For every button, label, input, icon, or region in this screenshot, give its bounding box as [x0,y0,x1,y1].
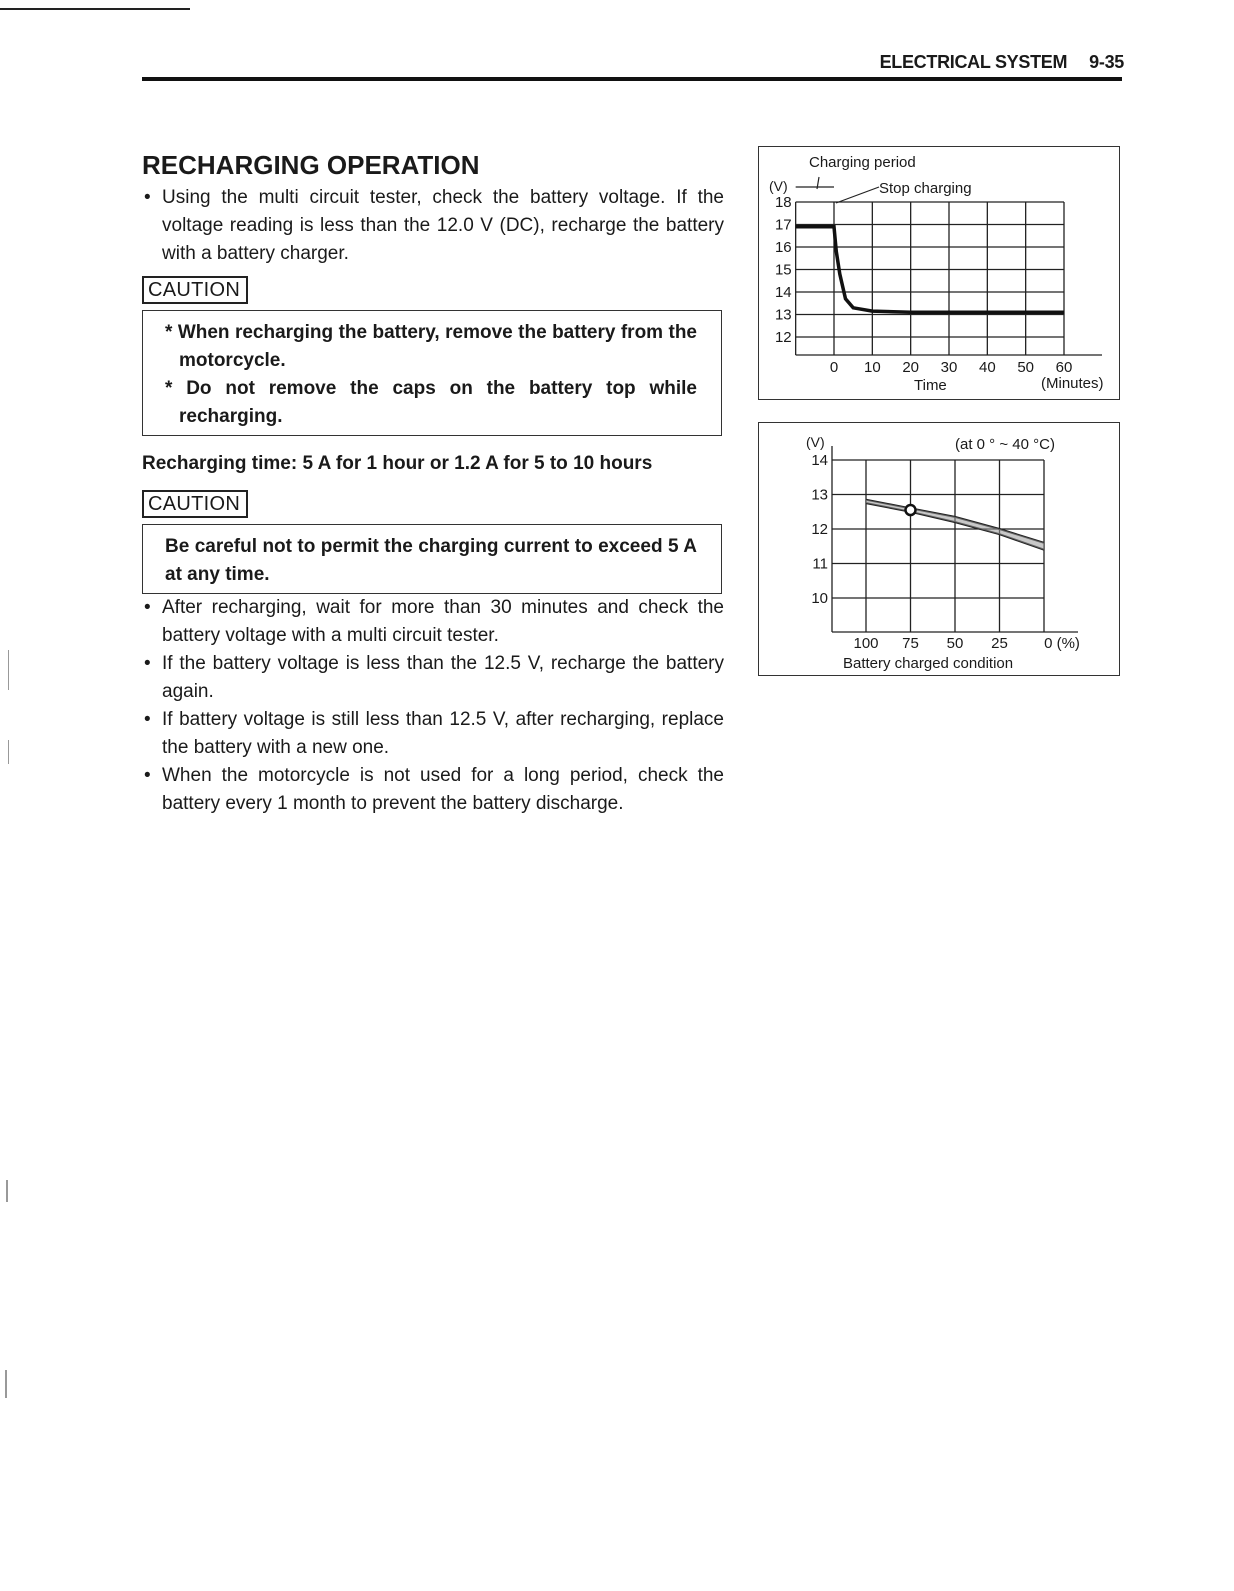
scan-mark [8,740,9,764]
bullet-item: • When the motorcycle is not used for a long period, check the battery every 1 month to prevent the battery discharge. [142,762,724,818]
x-tick-label: 40 [978,359,996,376]
caution-label: CAUTION [142,490,248,518]
x-axis-label: Time [914,377,947,394]
annotation-stop-charging: Stop charging [879,180,972,197]
y-tick-label: 10 [811,590,828,607]
x-tick-label: 20 [902,359,920,376]
running-header [880,52,1124,73]
page-number: 9-35 [1089,52,1124,72]
y-tick-label: 13 [811,486,828,504]
stop-charging-leader [836,187,879,203]
bullet-item: • Using the multi circuit tester, check the battery voltage. If the voltage reading is less than the 12.0 V (DC), recharge the battery with a battery charger. [142,184,724,268]
voltage-vs-charge-svg [759,423,1119,675]
bullet-item: • If the battery voltage is less than the 12.5 V, recharge the battery again. [142,650,724,706]
y-tick-label: 17 [774,216,792,234]
y-unit-label: (V) [769,178,788,194]
y-tick-label: 18 [774,194,792,211]
section-title: RECHARGING OPERATION [142,150,480,180]
x-tick-label: 50 [1017,359,1035,376]
intro-bullet-list [142,184,724,268]
caution-text: Be careful not to permit the charging current to exceed 5 A at any time. [165,536,697,585]
bullet-item: • After recharging, wait for more than 30 minutes and check the battery voltage with a multi circuit tester. [142,594,724,650]
scan-mark [8,650,9,690]
x-tick-label: 25 [991,635,1008,652]
y-tick-label: 11 [812,555,828,573]
x-tick-label: 100 [853,635,879,652]
charging-curve-chart [758,146,1120,400]
x-tick-label: 50 [946,635,964,652]
y-tick-label: 13 [774,306,792,324]
bullet-item: • If battery voltage is still less than 12.5 V, after recharging, replace the battery with a new one. [142,706,724,762]
y-unit-label: (V) [806,434,825,450]
header-rule [142,77,1122,81]
y-tick-label: 14 [811,452,828,469]
x-tick-label: 30 [940,359,958,376]
annotation-charging-period: Charging period [809,154,916,171]
scan-mark [5,1370,7,1398]
caution-item: * When recharging the battery, remove the battery from the motorcycle. [165,322,697,371]
recharging-time-spec: Recharging time: 5 A for 1 hour or 1.2 A for 5 to 10 hours [142,453,653,474]
caution-label: CAUTION [142,276,248,304]
x-tick-label: 0 [829,359,839,376]
reference-marker [906,505,916,515]
y-tick-label: 15 [774,261,792,279]
main-text-column [142,150,724,818]
top-edge-rule [0,8,190,10]
x-axis-label: Battery charged condition [843,655,1014,672]
x-tick-label: 60 [1055,359,1073,376]
y-tick-label: 16 [774,239,792,256]
temperature-annotation: (at 0 ° ~ 40 °C) [955,436,1055,453]
header-section: ELECTRICAL SYSTEM [879,52,1068,72]
caution-item: * Do not remove the caps on the battery top while recharging. [165,378,697,427]
caution-box [142,524,722,594]
charging-curve-svg [759,147,1119,399]
voltage-vs-charge-chart [758,422,1120,676]
x-tick-label: 10 [863,359,881,376]
scan-mark [6,1180,8,1202]
x-tick-label: 0 (%) [1044,635,1080,652]
y-tick-label: 14 [774,284,792,301]
caution-box [142,310,722,436]
y-tick-label: 12 [811,521,828,538]
x-tick-label: 75 [902,635,919,652]
y-tick-label: 12 [774,329,792,346]
x-unit-label: (Minutes) [1041,375,1104,392]
after-bullet-list [142,594,724,818]
